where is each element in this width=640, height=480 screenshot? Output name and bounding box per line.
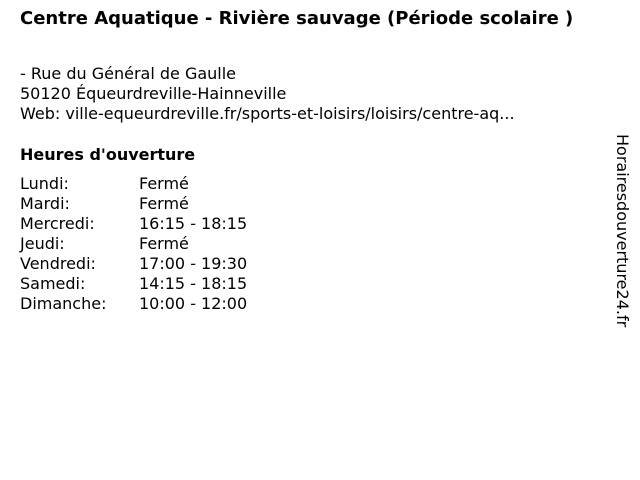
day-hours: 10:00 - 12:00 [139, 294, 248, 313]
city-address: 50120 Équeurdreville-Hainneville [20, 84, 287, 103]
day-hours: Fermé [139, 174, 189, 193]
day-hours: 14:15 - 18:15 [139, 274, 248, 293]
day-hours: 17:00 - 19:30 [139, 254, 248, 273]
day-hours: Fermé [139, 234, 189, 253]
opening-hours-heading: Heures d'ouverture [20, 145, 196, 164]
site-watermark-text: Horairesdouverture24.fr [613, 134, 632, 328]
address-block [20, 64, 515, 124]
day-label: Mardi: [20, 194, 70, 213]
hours-row-sunday [20, 294, 247, 314]
hours-row-tuesday [20, 194, 247, 214]
day-label: Samedi: [20, 274, 86, 293]
day-label: Jeudi: [20, 234, 65, 253]
site-watermark [612, 134, 632, 344]
hours-row-saturday [20, 274, 247, 294]
day-label: Dimanche: [20, 294, 107, 313]
hours-row-friday [20, 254, 247, 274]
hours-row-wednesday [20, 214, 247, 234]
street-address: - Rue du Général de Gaulle [20, 64, 237, 83]
opening-hours-table [20, 174, 247, 314]
day-label: Lundi: [20, 174, 69, 193]
day-hours: Fermé [139, 194, 189, 213]
day-hours: 16:15 - 18:15 [139, 214, 248, 233]
website-link[interactable]: Web: ville-equeurdreville.fr/sports-et-loisirs/loisirs/centre-aq... [20, 104, 515, 123]
hours-row-thursday [20, 234, 247, 254]
page-title: Centre Aquatique - Rivière sauvage (Période scolaire ) [20, 8, 574, 29]
day-label: Vendredi: [20, 254, 96, 273]
day-label: Mercredi: [20, 214, 95, 233]
hours-row-monday [20, 174, 247, 194]
